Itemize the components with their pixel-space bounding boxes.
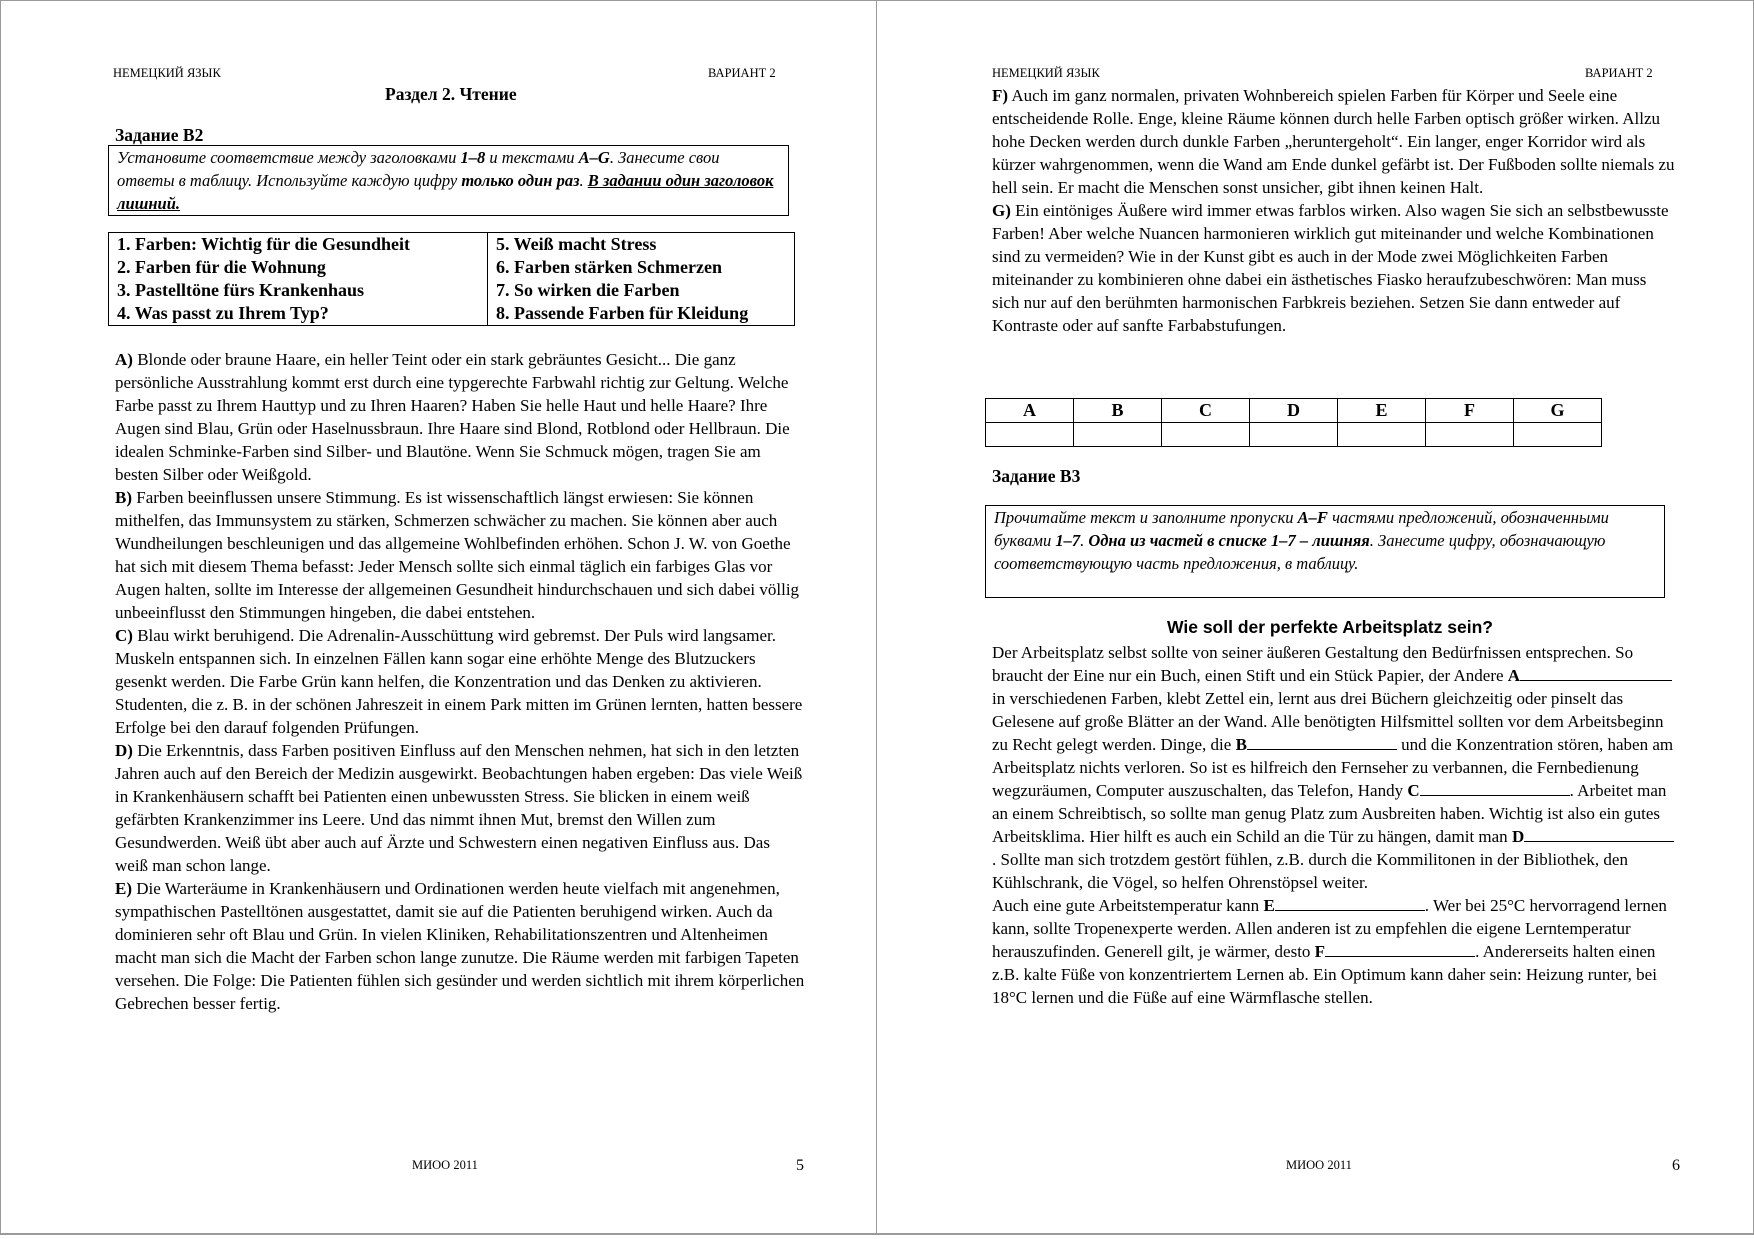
answer-table-b2: [985, 398, 1602, 447]
gap-blank-e[interactable]: [1275, 895, 1425, 911]
instruction-emphasis: только один раз: [461, 171, 580, 190]
answer-column-label: F: [1426, 399, 1514, 423]
article-paragraph: Auch eine gute Arbeitstemperatur kann E . Wer bei 25°C hervorragend lernen kann, sollte Tropenexperte werden. Allen anderen ist zu empfehlen die eigene Lerntemperatur herauszufinden. Generell gilt, je wärmer, desto F . Andererseits halten einen z.B. kalte Füße von konzentriertem Lernen ab. Ein Optimum kann daher sein: Heizung runter, bei 18°C lernen und die Füße auf eine Wärmflasche stellen.: [992, 896, 1667, 1007]
gap-label-f: F: [1314, 942, 1326, 961]
answer-column-label: G: [1514, 399, 1602, 423]
instruction-range: 1–8: [460, 148, 486, 167]
gap-label-e: E: [1263, 896, 1275, 915]
article-title: Wie soll der perfekte Arbeitsplatz sein?: [1167, 617, 1493, 637]
footer-publisher: МИОО 2011: [412, 1158, 478, 1172]
headings-row: [109, 256, 795, 279]
footer-publisher: МИОО 2011: [1286, 1158, 1352, 1172]
task-b2-title: Задание B2: [115, 125, 204, 145]
text-paragraph-b: B) Farben beeinflussen unsere Stimmung. Es ist wissenschaftlich längst erwiesen: Sie können mithelfen, das Immunsystem zu stärken, Schmerzen schwächer zu machen. Sie können aber auch Wundheilungen beschleunigen und das allgemeine Wohlbefinden erhöhen. Schon J. W. von Goethe hat sich mit diesem Thema befasst: Jeder Mensch sollte sich einmal täglich ein farbiges Glas vor Augen halten, sollte im Interesse der allgemeinen Gesundheit hindurchschauen und sich dabei völlig unbeeinflusst den Stimmungen hingeben, die dabei entstehen.: [115, 488, 800, 622]
header-subject: НЕМЕЦКИЙ ЯЗЫК: [113, 66, 221, 80]
article-paragraph: Der Arbeitsplatz selbst sollte von seiner äußeren Gestaltung den Bedürfnissen entsprechen. So braucht der Eine nur ein Buch, einen Stift und ein Stück Papier, der Andere A in verschiedenen Farben, klebt Zettel ein, lernt aus drei Büchern gleichzeitig oder pinselt das Gelesene auf große Blätter an der Wand. Alle benötigten Hilfsmittel sollten vor dem Arbeitsbeginn zu Recht gelegt werden. Dinge, die B und die Konzentration stören, haben am Arbeitsplatz nichts verloren. So ist es hilfreich den Fernseher zu verbannen, die Fernbedienung wegzuräumen, Computer auszuschalten, das Telefon, Handy C . Arbeitet man an einem Schreibtisch, so sollte man genug Platz zum Ausbreiten haben. Wichtig ist also ein gutes Arbeitsklima. Hier hilft es auch ein Schild an die Tür zu hängen, damit man D . Sollte man sich trotzdem gestört fühlen, z.B. durch die Kommilitonen in der Bibliothek, den Kühlschrank, die Vögel, so helfen Ohrenstöpsel weiter.: [992, 643, 1674, 892]
text-paragraph-e: E) Die Warteräume in Krankenhäusern und Ordinationen werden heute vielfach mit angenehmen, sympathischen Pastelltönen ausgestattet, damit sie auf die Patienten beruhigend wirken. Auch da dominieren sehr oft Blau und Grün. In vielen Kliniken, Rehabilitationszentren und Altenheimen macht man sich die Macht der Farben schon lange zunutze. Die Räume werden mit farbigen Tapeten versehen. Die Folge: Die Patienten fühlen sich gesünder und werden sichtlich mit ihrem körperlichen Gebrechen besser fertig.: [115, 879, 805, 1013]
heading-item: 6. Farben stärken Schmerzen: [496, 257, 722, 277]
page-5: [0, 0, 876, 1232]
heading-item: 4. Was passt zu Ihrem Typ?: [109, 302, 488, 326]
instruction-range: 1–7: [1055, 531, 1081, 550]
task-b3-title: Задание B3: [992, 466, 1081, 486]
text-paragraph-g: G) Ein eintöniges Äußere wird immer etwas farblos wirken. Also wagen Sie sich an selbstbewusste Farben! Aber welche Nuancen harmonieren wirklich gut miteinander und welche Kombinationen sind zu vermeiden? Wie in der Kunst gibt es auch in der Mode zwei Möglichkeiten Farben miteinander zu kombinieren ohne dabei ein ästhetisches Fiasko heraufzubeschwören: Man muss sich nur auf den berühmten harmonischen Farbkreis beziehen. Setzen Sie dann entweder auf Kontraste oder auf sanfte Farbabstufungen.: [992, 201, 1669, 335]
answer-cell[interactable]: [1426, 423, 1514, 447]
header-variant: ВАРИАНТ 2: [708, 66, 776, 80]
page-number: 6: [1672, 1157, 1680, 1174]
answer-cell[interactable]: [1074, 423, 1162, 447]
gap-label-a: A: [1507, 666, 1521, 685]
headings-row: [109, 233, 795, 257]
heading-item: 3. Pastelltöne fürs Krankenhaus: [109, 279, 488, 302]
answer-table-row: [986, 423, 1602, 447]
gap-blank-f[interactable]: [1325, 941, 1475, 957]
page-number: 5: [796, 1157, 804, 1174]
instruction-text: Установите соответствие между заголовками: [117, 148, 461, 167]
headings-row: [109, 279, 795, 302]
instruction-emphasis: В задании один заголовок лишний.: [117, 171, 774, 213]
answer-column-label: E: [1338, 399, 1426, 423]
instruction-text: .: [579, 171, 588, 190]
header-subject: НЕМЕЦКИЙ ЯЗЫК: [992, 66, 1100, 80]
gap-blank-c[interactable]: [1420, 780, 1570, 796]
answer-column-label: B: [1074, 399, 1162, 423]
headings-row: [109, 302, 795, 326]
heading-item: 1. Farben: Wichtig für die Gesundheit: [109, 233, 488, 257]
instruction-text: . Занесите свои ответы в таблицу. Используйте каждую цифру: [117, 148, 720, 190]
text-paragraph-f: F) Auch im ganz normalen, privaten Wohnbereich spielen Farben für Körper und Seele eine entscheidende Rolle. Enge, kleine Räume können durch helle Farben optisch größer wirken. Allzu hohe Decken werden durch dunkle Farben „heruntergeholt“. Ein langer, enger Korridor wird als kürzer wahrgenommen, wenn die Wand am Ende dunkel gefärbt ist. Der Fußboden sollte niemals zu hell sein. Er macht die Menschen sonst unsicher, gibt ihnen keinen Halt.: [992, 86, 1675, 197]
gap-label-b: B: [1235, 735, 1247, 754]
heading-item: 8. Passende Farben für Kleidung: [496, 303, 749, 323]
instruction-emphasis: Одна из частей в списке 1–7 – лишняя: [1088, 531, 1370, 550]
instruction-range: A–G: [578, 148, 610, 167]
instruction-text: частями предложений, обозначенными буквами: [994, 508, 1609, 550]
instruction-text: . Занесите цифру, обозначающую соответствующую часть предложения, в таблицу.: [994, 531, 1606, 573]
gap-label-d: D: [1511, 827, 1525, 846]
gap-blank-d[interactable]: [1524, 826, 1674, 842]
headings-table: [108, 232, 795, 326]
heading-item: 7. So wirken die Farben: [496, 280, 680, 300]
task-b3-instruction: [985, 505, 1665, 598]
heading-item: 2. Farben für die Wohnung: [109, 256, 488, 279]
instruction-text: и текстами: [485, 148, 579, 167]
text-paragraph-d: D) Die Erkenntnis, dass Farben positiven Einfluss auf den Menschen nehmen, hat sich in den letzten Jahren auch auf den Bereich der Medizin ausgewirkt. Beobachtungen haben ergeben: Das viele Weiß in Krankenhäusern schafft bei Patienten einen unbewussten Stress. Sie blicken in einem weiß gefärbten Krankenzimmer ins Leere. Und das nimmt ihnen Mut, bremst den Willen zum Gesundwerden. Weiß übt aber auch auf Ärzte und Schwestern einen negativen Einfluss aus. Das weiß man schon lange.: [115, 741, 803, 875]
answer-cell[interactable]: [1514, 423, 1602, 447]
instruction-text: .: [1080, 531, 1089, 550]
section-title: Раздел 2. Чтение: [385, 84, 517, 104]
instruction-text: Прочитайте текст и заполните пропуски: [994, 508, 1298, 527]
answer-cell[interactable]: [986, 423, 1074, 447]
answer-column-label: D: [1250, 399, 1338, 423]
text-paragraph-a: A) Blonde oder braune Haare, ein heller Teint oder ein stark gebräuntes Gesicht... Die ganz persönliche Ausstrahlung kommt erst durch eine typgerechte Farbwahl richtig zur Geltung. Welche Farbe passt zu Ihrem Hauttyp und zu Ihren Haaren? Haben Sie helle Haut und helle Haare? Ihre Augen sind Blau, Grün oder Haselnussbraun. Ihre Haare sind Blond, Rotblond oder Hellbraun. Die idealen Schminke-Farben sind Silber- und Blautöne. Wenn Sie Schmuck mögen, tragen Sie am besten Silber oder Weißgold.: [115, 350, 790, 484]
answer-column-label: A: [986, 399, 1074, 423]
answer-table-header: [986, 399, 1602, 423]
article-text: [992, 641, 1682, 1009]
gap-blank-b[interactable]: [1247, 734, 1397, 750]
answer-cell[interactable]: [1250, 423, 1338, 447]
answer-cell[interactable]: [1162, 423, 1250, 447]
reading-texts-continued: [992, 84, 1676, 337]
answer-cell[interactable]: [1338, 423, 1426, 447]
heading-item: 5. Weiß macht Stress: [496, 234, 657, 254]
header-variant: ВАРИАНТ 2: [1585, 66, 1653, 80]
task-b2-instruction: [108, 145, 789, 216]
instruction-range: A–F: [1297, 508, 1328, 527]
gap-label-c: C: [1407, 781, 1420, 800]
answer-column-label: C: [1162, 399, 1250, 423]
text-paragraph-c: C) Blau wirkt beruhigend. Die Adrenalin-Ausschüttung wird gebremst. Der Puls wird langsamer. Muskeln entspannen sich. In einzelnen Fällen kann sogar eine erhöhte Menge des Blutzuckers gesenkt werden. Die Farbe Grün kann helfen, die Konzentration und das Denken zu aktivieren. Studenten, die z. B. in der schönen Jahreszeit in einem Park mitten im Grünen lernten, hatten bessere Erfolge bei den darauf folgenden Prüfungen.: [115, 626, 803, 737]
reading-texts: [115, 348, 805, 1015]
gap-blank-a[interactable]: [1520, 665, 1672, 681]
